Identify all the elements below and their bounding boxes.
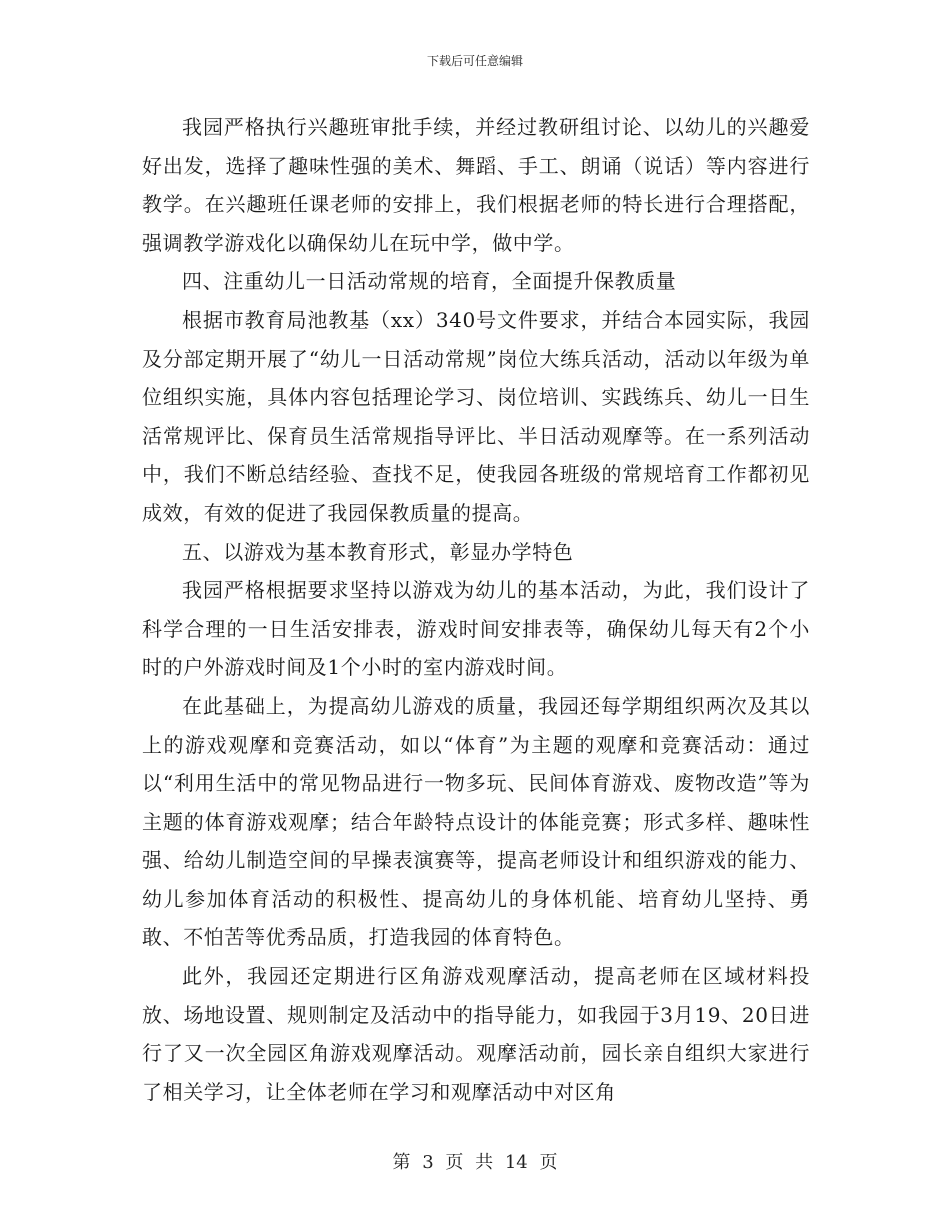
section-heading-4: 四、注重幼儿一日活动常规的培育，全面提升保教质量 xyxy=(182,269,677,294)
paragraph-daily-routine: 根据市教育局池教基（xx）340号文件要求，并结合本园实际，我园及分部定期开展了“幼儿一日活动常规”岗位大练兵活动，活动以年级为单位组织实施，具体内容包括理论学习、岗位培训、实践练兵、幼儿一日生活常规评比、保育员生活常规指导评比、半日活动观摩等。在一系列活动中，我们不断总结经验、查找不足，使我园各班级的常规培育工作都初见成效，有效的促进了我园保教质量的提高。 xyxy=(142,307,810,525)
document-body xyxy=(142,108,810,1111)
section-heading-5: 五、以游戏为基本教育形式，彰显办学特色 xyxy=(182,539,574,564)
paragraph-game-quality: 在此基础上，为提高幼儿游戏的质量，我园还每学期组织两次及其以上的游戏观摩和竞赛活动，如以“体育”为主题的观摩和竞赛活动：通过以“利用生活中的常见物品进行一物多玩、民间体育游戏、废物改造”等为主题的体育游戏观摩；结合年龄特点设计的体能竞赛；形式多样、趣味性强、给幼儿制造空间的早操表演赛等，提高老师设计和组织游戏的能力、幼儿参加体育活动的积极性、提高幼儿的身体机能、培育幼儿坚持、勇敢、不怕苦等优秀品质，打造我园的体育特色。 xyxy=(142,693,810,950)
page-header: 下载后可任意编辑 xyxy=(426,54,523,68)
page-footer: 第 3 页 共 14 页 xyxy=(392,1152,558,1173)
paragraph-interest-classes: 我园严格执行兴趣班审批手续，并经过教研组讨论、以幼儿的兴趣爱好出发，选择了趣味性强的美术、舞蹈、手工、朗诵（说话）等内容进行教学。在兴趣班任课老师的安排上，我们根据老师的特长进行合理搭配，强调教学游戏化以确保幼儿在玩中学，做中学。 xyxy=(142,115,810,255)
paragraph-game-schedule: 我园严格根据要求坚持以游戏为幼儿的基本活动，为此，我们设计了科学合理的一日生活安排表，游戏时间安排表等，确保幼儿每天有2个小时的户外游戏时间及1个小时的室内游戏时间。 xyxy=(142,578,810,680)
paragraph-corner-games: 此外，我园还定期进行区角游戏观摩活动，提高老师在区域材料投放、场地设置、规则制定及活动中的指导能力，如我园于3月19、20日进行了又一次全园区角游戏观摩活动。观摩活动前，园长亲自组织大家进行了相关学习，让全体老师在学习和观摩活动中对区角 xyxy=(142,964,810,1104)
